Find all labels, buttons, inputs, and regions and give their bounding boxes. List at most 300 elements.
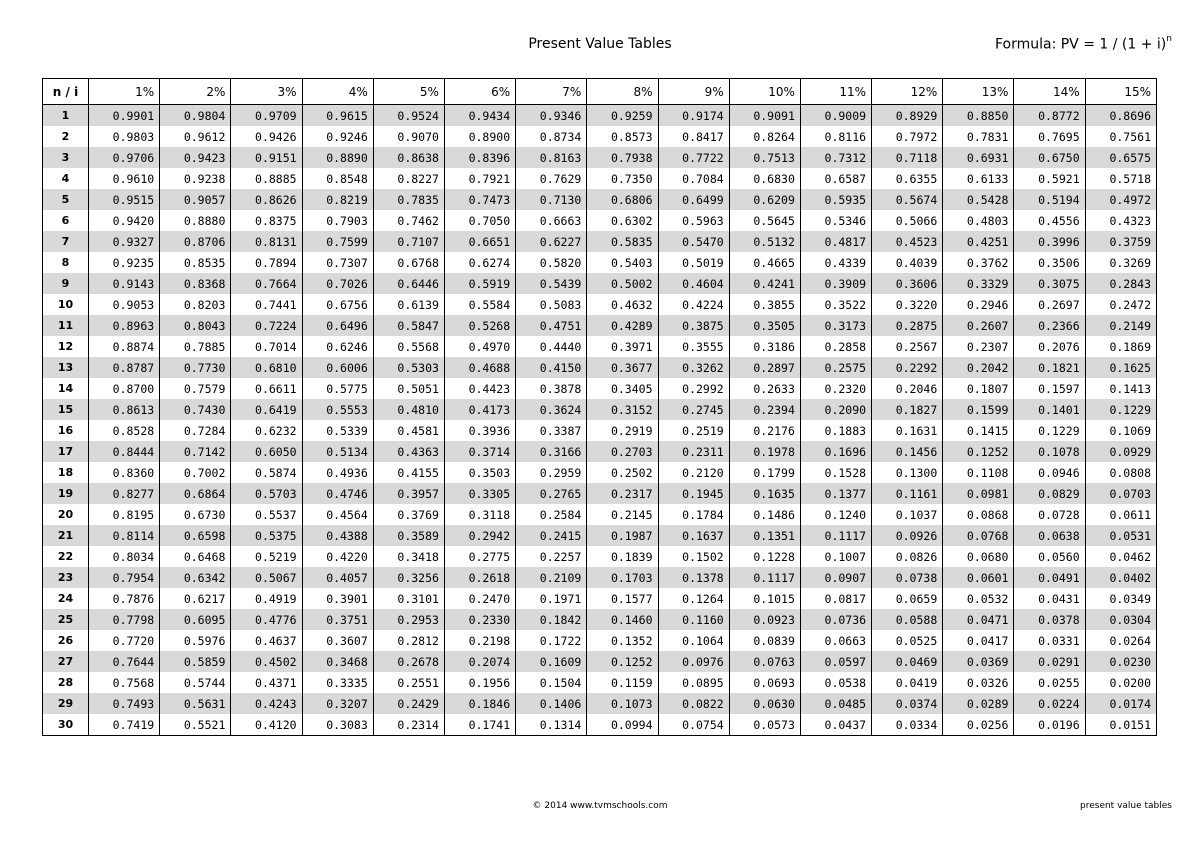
value-cell: 0.4604	[658, 273, 729, 294]
value-cell: 0.9174	[658, 105, 729, 127]
value-cell: 0.6232	[231, 420, 302, 441]
value-cell: 0.6227	[516, 231, 587, 252]
value-cell: 0.3677	[587, 357, 658, 378]
value-cell: 0.1252	[943, 441, 1014, 462]
table-row	[43, 525, 1157, 546]
value-cell: 0.3762	[943, 252, 1014, 273]
value-cell: 0.4120	[231, 714, 302, 736]
value-cell: 0.3387	[516, 420, 587, 441]
value-cell: 0.1741	[444, 714, 515, 736]
value-cell: 0.1486	[729, 504, 800, 525]
table-row	[43, 378, 1157, 399]
value-cell: 0.2330	[444, 609, 515, 630]
value-cell: 0.6246	[302, 336, 373, 357]
value-cell: 0.2145	[587, 504, 658, 525]
period-cell: 7	[43, 231, 89, 252]
value-cell: 0.0331	[1014, 630, 1085, 651]
value-cell: 0.1625	[1085, 357, 1156, 378]
value-cell: 0.9423	[160, 147, 231, 168]
value-cell: 0.7561	[1085, 126, 1156, 147]
value-cell: 0.1159	[587, 672, 658, 693]
value-cell: 0.9238	[160, 168, 231, 189]
value-cell: 0.5083	[516, 294, 587, 315]
value-cell: 0.6575	[1085, 147, 1156, 168]
value-cell: 0.9901	[89, 105, 160, 127]
value-cell: 0.1406	[516, 693, 587, 714]
value-cell: 0.3256	[373, 567, 444, 588]
value-cell: 0.6095	[160, 609, 231, 630]
value-cell: 0.1987	[587, 525, 658, 546]
value-cell: 0.2942	[444, 525, 515, 546]
value-cell: 0.1078	[1014, 441, 1085, 462]
value-cell: 0.6806	[587, 189, 658, 210]
period-cell: 21	[43, 525, 89, 546]
value-cell: 0.4220	[302, 546, 373, 567]
value-cell: 0.1413	[1085, 378, 1156, 399]
value-cell: 0.1883	[800, 420, 871, 441]
value-cell: 0.3714	[444, 441, 515, 462]
value-cell: 0.0736	[800, 609, 871, 630]
value-cell: 0.8638	[373, 147, 444, 168]
value-cell: 0.3878	[516, 378, 587, 399]
period-cell: 20	[43, 504, 89, 525]
value-cell: 0.1401	[1014, 399, 1085, 420]
rate-header: 5%	[373, 79, 444, 105]
value-cell: 0.0926	[872, 525, 943, 546]
value-cell: 0.1631	[872, 420, 943, 441]
value-cell: 0.7430	[160, 399, 231, 420]
value-cell: 0.0531	[1085, 525, 1156, 546]
value-cell: 0.5268	[444, 315, 515, 336]
value-cell: 0.5935	[800, 189, 871, 210]
value-cell: 0.1117	[729, 567, 800, 588]
value-cell: 0.0738	[872, 567, 943, 588]
value-cell: 0.1846	[444, 693, 515, 714]
value-cell: 0.0611	[1085, 504, 1156, 525]
value-cell: 0.1161	[872, 483, 943, 504]
value-cell: 0.1352	[587, 630, 658, 651]
value-cell: 0.7730	[160, 357, 231, 378]
period-cell: 19	[43, 483, 89, 504]
value-cell: 0.8277	[89, 483, 160, 504]
value-cell: 0.3751	[302, 609, 373, 630]
value-cell: 0.4289	[587, 315, 658, 336]
value-cell: 0.7579	[160, 378, 231, 399]
value-cell: 0.0230	[1085, 651, 1156, 672]
value-cell: 0.0630	[729, 693, 800, 714]
value-cell: 0.2257	[516, 546, 587, 567]
value-cell: 0.9246	[302, 126, 373, 147]
rate-header: 6%	[444, 79, 515, 105]
value-cell: 0.8116	[800, 126, 871, 147]
value-cell: 0.6810	[231, 357, 302, 378]
value-cell: 0.4776	[231, 609, 302, 630]
value-cell: 0.1597	[1014, 378, 1085, 399]
value-cell: 0.2897	[729, 357, 800, 378]
value-cell: 0.4632	[587, 294, 658, 315]
value-cell: 0.0369	[943, 651, 1014, 672]
value-cell: 0.0289	[943, 693, 1014, 714]
value-cell: 0.0895	[658, 672, 729, 693]
value-cell: 0.4323	[1085, 210, 1156, 231]
value-cell: 0.8706	[160, 231, 231, 252]
value-cell: 0.7107	[373, 231, 444, 252]
value-cell: 0.9327	[89, 231, 160, 252]
value-cell: 0.4224	[658, 294, 729, 315]
value-cell: 0.0402	[1085, 567, 1156, 588]
value-cell: 0.8375	[231, 210, 302, 231]
value-cell: 0.7798	[89, 609, 160, 630]
value-cell: 0.4388	[302, 525, 373, 546]
period-cell: 28	[43, 672, 89, 693]
rate-header: 2%	[160, 79, 231, 105]
period-cell: 23	[43, 567, 89, 588]
value-cell: 0.0196	[1014, 714, 1085, 736]
page-title: Present Value Tables	[528, 36, 672, 52]
value-cell: 0.8548	[302, 168, 373, 189]
value-cell: 0.9524	[373, 105, 444, 127]
value-cell: 0.9612	[160, 126, 231, 147]
value-cell: 0.0471	[943, 609, 1014, 630]
table-row	[43, 567, 1157, 588]
value-cell: 0.3996	[1014, 231, 1085, 252]
footer-label: present value tables	[1080, 801, 1172, 811]
value-cell: 0.3186	[729, 336, 800, 357]
value-cell: 0.2607	[943, 315, 1014, 336]
value-cell: 0.6830	[729, 168, 800, 189]
rate-header: 12%	[872, 79, 943, 105]
value-cell: 0.2502	[587, 462, 658, 483]
value-cell: 0.2176	[729, 420, 800, 441]
value-cell: 0.4150	[516, 357, 587, 378]
value-cell: 0.4803	[943, 210, 1014, 231]
value-cell: 0.7921	[444, 168, 515, 189]
value-cell: 0.7835	[373, 189, 444, 210]
value-cell: 0.7130	[516, 189, 587, 210]
value-cell: 0.7695	[1014, 126, 1085, 147]
table-row	[43, 168, 1157, 189]
value-cell: 0.5134	[302, 441, 373, 462]
value-cell: 0.0349	[1085, 588, 1156, 609]
value-cell: 0.5194	[1014, 189, 1085, 210]
value-cell: 0.7462	[373, 210, 444, 231]
value-cell: 0.6864	[160, 483, 231, 504]
value-cell: 0.1456	[872, 441, 943, 462]
value-cell: 0.6139	[373, 294, 444, 315]
value-cell: 0.2678	[373, 651, 444, 672]
value-cell: 0.4556	[1014, 210, 1085, 231]
value-cell: 0.3607	[302, 630, 373, 651]
value-cell: 0.5521	[160, 714, 231, 736]
value-cell: 0.1037	[872, 504, 943, 525]
value-cell: 0.7002	[160, 462, 231, 483]
rate-header: 1%	[89, 79, 160, 105]
value-cell: 0.6931	[943, 147, 1014, 168]
value-cell: 0.3971	[587, 336, 658, 357]
value-cell: 0.7350	[587, 168, 658, 189]
value-cell: 0.1528	[800, 462, 871, 483]
value-cell: 0.7568	[89, 672, 160, 693]
value-cell: 0.6598	[160, 525, 231, 546]
value-cell: 0.7419	[89, 714, 160, 736]
value-cell: 0.2090	[800, 399, 871, 420]
value-cell: 0.1264	[658, 588, 729, 609]
value-cell: 0.8163	[516, 147, 587, 168]
value-cell: 0.8929	[872, 105, 943, 127]
value-cell: 0.9259	[587, 105, 658, 127]
value-cell: 0.5428	[943, 189, 1014, 210]
value-cell: 0.5820	[516, 252, 587, 273]
value-cell: 0.0693	[729, 672, 800, 693]
value-cell: 0.0868	[943, 504, 1014, 525]
value-cell: 0.7473	[444, 189, 515, 210]
value-cell: 0.5859	[160, 651, 231, 672]
value-cell: 0.5919	[444, 273, 515, 294]
value-cell: 0.4339	[800, 252, 871, 273]
value-cell: 0.0638	[1014, 525, 1085, 546]
table-row	[43, 714, 1157, 736]
value-cell: 0.2470	[444, 588, 515, 609]
value-cell: 0.7142	[160, 441, 231, 462]
value-cell: 0.0326	[943, 672, 1014, 693]
table-row	[43, 189, 1157, 210]
value-cell: 0.4371	[231, 672, 302, 693]
value-cell: 0.8874	[89, 336, 160, 357]
value-cell: 0.3855	[729, 294, 800, 315]
value-cell: 0.3555	[658, 336, 729, 357]
value-cell: 0.2567	[872, 336, 943, 357]
value-cell: 0.8880	[160, 210, 231, 231]
value-cell: 0.1073	[587, 693, 658, 714]
value-cell: 0.8043	[160, 315, 231, 336]
value-cell: 0.2366	[1014, 315, 1085, 336]
table-row	[43, 315, 1157, 336]
table-row	[43, 273, 1157, 294]
value-cell: 0.1252	[587, 651, 658, 672]
rate-header: 8%	[587, 79, 658, 105]
formula-text: Formula: PV = 1 / (1 + i)	[994, 36, 1167, 53]
value-cell: 0.7441	[231, 294, 302, 315]
footer-copyright: © 2014 www.tvmschools.com	[532, 801, 668, 811]
value-cell: 0.5002	[587, 273, 658, 294]
rate-header: 15%	[1085, 79, 1156, 105]
value-cell: 0.1842	[516, 609, 587, 630]
value-cell: 0.4972	[1085, 189, 1156, 210]
value-cell: 0.1784	[658, 504, 729, 525]
period-cell: 16	[43, 420, 89, 441]
value-cell: 0.6750	[1014, 147, 1085, 168]
value-cell: 0.4155	[373, 462, 444, 483]
value-cell: 0.8368	[160, 273, 231, 294]
value-cell: 0.6209	[729, 189, 800, 210]
period-cell: 5	[43, 189, 89, 210]
value-cell: 0.3101	[373, 588, 444, 609]
value-cell: 0.1160	[658, 609, 729, 630]
value-cell: 0.2074	[444, 651, 515, 672]
value-cell: 0.0151	[1085, 714, 1156, 736]
value-cell: 0.1351	[729, 525, 800, 546]
value-cell: 0.3075	[1014, 273, 1085, 294]
value-cell: 0.7312	[800, 147, 871, 168]
value-cell: 0.7720	[89, 630, 160, 651]
table-row	[43, 105, 1157, 127]
value-cell: 0.0419	[872, 672, 943, 693]
value-cell: 0.0826	[872, 546, 943, 567]
value-cell: 0.6342	[160, 567, 231, 588]
value-cell: 0.7050	[444, 210, 515, 231]
value-cell: 0.1807	[943, 378, 1014, 399]
value-cell: 0.3152	[587, 399, 658, 420]
value-cell: 0.7938	[587, 147, 658, 168]
value-cell: 0.0822	[658, 693, 729, 714]
value-cell: 0.0532	[943, 588, 1014, 609]
value-cell: 0.2149	[1085, 315, 1156, 336]
value-cell: 0.0200	[1085, 672, 1156, 693]
value-cell: 0.1869	[1085, 336, 1156, 357]
value-cell: 0.1827	[872, 399, 943, 420]
value-cell: 0.8114	[89, 525, 160, 546]
period-cell: 18	[43, 462, 89, 483]
value-cell: 0.9615	[302, 105, 373, 127]
value-cell: 0.2703	[587, 441, 658, 462]
value-cell: 0.0703	[1085, 483, 1156, 504]
period-cell: 30	[43, 714, 89, 736]
value-cell: 0.3909	[800, 273, 871, 294]
value-cell: 0.5775	[302, 378, 373, 399]
value-cell: 0.0601	[943, 567, 1014, 588]
value-cell: 0.4363	[373, 441, 444, 462]
value-cell: 0.9803	[89, 126, 160, 147]
value-cell: 0.0525	[872, 630, 943, 651]
period-cell: 2	[43, 126, 89, 147]
value-cell: 0.1504	[516, 672, 587, 693]
value-cell: 0.3166	[516, 441, 587, 462]
value-cell: 0.0829	[1014, 483, 1085, 504]
value-cell: 0.5703	[231, 483, 302, 504]
value-cell: 0.1314	[516, 714, 587, 736]
value-cell: 0.4423	[444, 378, 515, 399]
value-cell: 0.1108	[943, 462, 1014, 483]
value-cell: 0.0763	[729, 651, 800, 672]
value-cell: 0.1703	[587, 567, 658, 588]
value-cell: 0.3522	[800, 294, 871, 315]
table-row	[43, 504, 1157, 525]
value-cell: 0.8396	[444, 147, 515, 168]
value-cell: 0.1377	[800, 483, 871, 504]
value-cell: 0.9235	[89, 252, 160, 273]
value-cell: 0.6302	[587, 210, 658, 231]
value-cell: 0.2519	[658, 420, 729, 441]
value-cell: 0.3759	[1085, 231, 1156, 252]
value-cell: 0.5339	[302, 420, 373, 441]
value-cell: 0.0378	[1014, 609, 1085, 630]
value-cell: 0.6050	[231, 441, 302, 462]
value-cell: 0.6355	[872, 168, 943, 189]
period-cell: 11	[43, 315, 89, 336]
value-cell: 0.2042	[943, 357, 1014, 378]
table-row	[43, 357, 1157, 378]
table-row	[43, 210, 1157, 231]
period-cell: 6	[43, 210, 89, 231]
value-cell: 0.3936	[444, 420, 515, 441]
value-cell: 0.3589	[373, 525, 444, 546]
table-row	[43, 231, 1157, 252]
table-row	[43, 672, 1157, 693]
value-cell: 0.1064	[658, 630, 729, 651]
value-cell: 0.7513	[729, 147, 800, 168]
value-cell: 0.8787	[89, 357, 160, 378]
value-cell: 0.8885	[231, 168, 302, 189]
value-cell: 0.4751	[516, 315, 587, 336]
table-row	[43, 651, 1157, 672]
value-cell: 0.2320	[800, 378, 871, 399]
value-cell: 0.0929	[1085, 441, 1156, 462]
value-cell: 0.8573	[587, 126, 658, 147]
value-cell: 0.5963	[658, 210, 729, 231]
value-cell: 0.9057	[160, 189, 231, 210]
value-cell: 0.2415	[516, 525, 587, 546]
value-cell: 0.0437	[800, 714, 871, 736]
value-cell: 0.7954	[89, 567, 160, 588]
value-cell: 0.2618	[444, 567, 515, 588]
value-cell: 0.6446	[373, 273, 444, 294]
rate-header: 10%	[729, 79, 800, 105]
table-row	[43, 126, 1157, 147]
value-cell: 0.3305	[444, 483, 515, 504]
value-cell: 0.0768	[943, 525, 1014, 546]
value-cell: 0.4688	[444, 357, 515, 378]
value-cell: 0.5874	[231, 462, 302, 483]
value-cell: 0.5051	[373, 378, 444, 399]
table-row	[43, 147, 1157, 168]
rate-header: 3%	[231, 79, 302, 105]
value-cell: 0.0946	[1014, 462, 1085, 483]
value-cell: 0.4637	[231, 630, 302, 651]
period-cell: 25	[43, 609, 89, 630]
value-cell: 0.1956	[444, 672, 515, 693]
table-row	[43, 420, 1157, 441]
value-cell: 0.7885	[160, 336, 231, 357]
value-cell: 0.0491	[1014, 567, 1085, 588]
value-cell: 0.3083	[302, 714, 373, 736]
value-cell: 0.9070	[373, 126, 444, 147]
value-cell: 0.2317	[587, 483, 658, 504]
value-cell: 0.0659	[872, 588, 943, 609]
value-cell: 0.0462	[1085, 546, 1156, 567]
value-cell: 0.4810	[373, 399, 444, 420]
period-cell: 22	[43, 546, 89, 567]
value-cell: 0.3505	[729, 315, 800, 336]
value-cell: 0.2953	[373, 609, 444, 630]
value-cell: 0.1635	[729, 483, 800, 504]
value-cell: 0.0256	[943, 714, 1014, 736]
value-cell: 0.4581	[373, 420, 444, 441]
value-cell: 0.3118	[444, 504, 515, 525]
rate-header: 11%	[800, 79, 871, 105]
value-cell: 0.9420	[89, 210, 160, 231]
value-cell: 0.5067	[231, 567, 302, 588]
value-cell: 0.0417	[943, 630, 1014, 651]
value-cell: 0.2109	[516, 567, 587, 588]
table-row	[43, 462, 1157, 483]
value-cell: 0.8264	[729, 126, 800, 147]
value-cell: 0.2292	[872, 357, 943, 378]
value-cell: 0.4241	[729, 273, 800, 294]
value-cell: 0.2843	[1085, 273, 1156, 294]
value-cell: 0.3335	[302, 672, 373, 693]
value-cell: 0.4057	[302, 567, 373, 588]
value-cell: 0.2394	[729, 399, 800, 420]
